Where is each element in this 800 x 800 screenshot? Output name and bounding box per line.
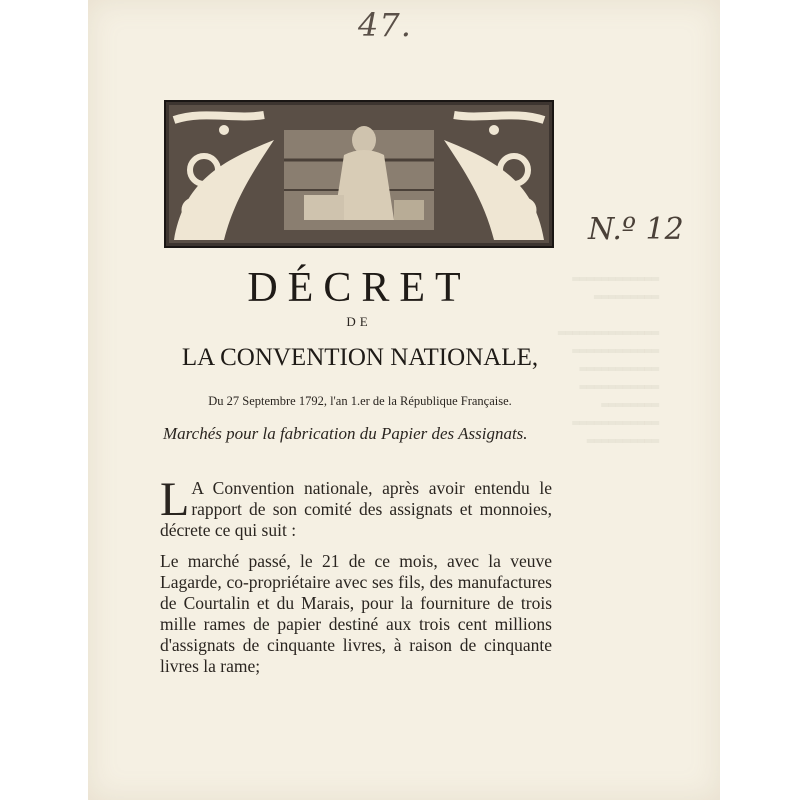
date-line: Du 27 Septembre 1792, l'an 1.er de la République Française. (208, 394, 512, 408)
decree-body (160, 473, 552, 677)
paragraph-preamble (160, 473, 552, 541)
page-title: DÉCRET (247, 265, 471, 311)
issuing-body: LA CONVENTION NATIONALE, (181, 344, 539, 371)
engraved-vignette (164, 100, 554, 248)
engraver-signature: L.C. (176, 234, 191, 242)
bleed-through-text: ════════════ ═════════ ══════════════ ════════════ ═══════════ ═══════════ ════════ ════════════ ══════════ (558, 272, 660, 448)
handwritten-folio-number: 47. (358, 6, 412, 44)
document-page (88, 0, 720, 800)
paragraph-contract: Le marché passé, le 21 de ce mois, avec la veuve Lagarde, co-propriétaire avec ses fils, des manufactures de Courtalin et du Marais, pour la fourniture de trois mille rames de papier destiné aux trois cent millions d'assignats de cinquante livres, à raison de cinquante livres la rame; (160, 551, 552, 676)
decree-subject: Marchés pour la fabrication du Papier des Assignats. (163, 424, 528, 443)
title-connector: DE (346, 314, 372, 329)
drop-cap: L (160, 473, 190, 526)
preamble-text: A Convention nationale, après avoir entendu le rapport de son comité des assignats et monnoies, décrete ce qui suit : (160, 478, 552, 540)
handwritten-document-number: N.º 12 (588, 212, 684, 247)
